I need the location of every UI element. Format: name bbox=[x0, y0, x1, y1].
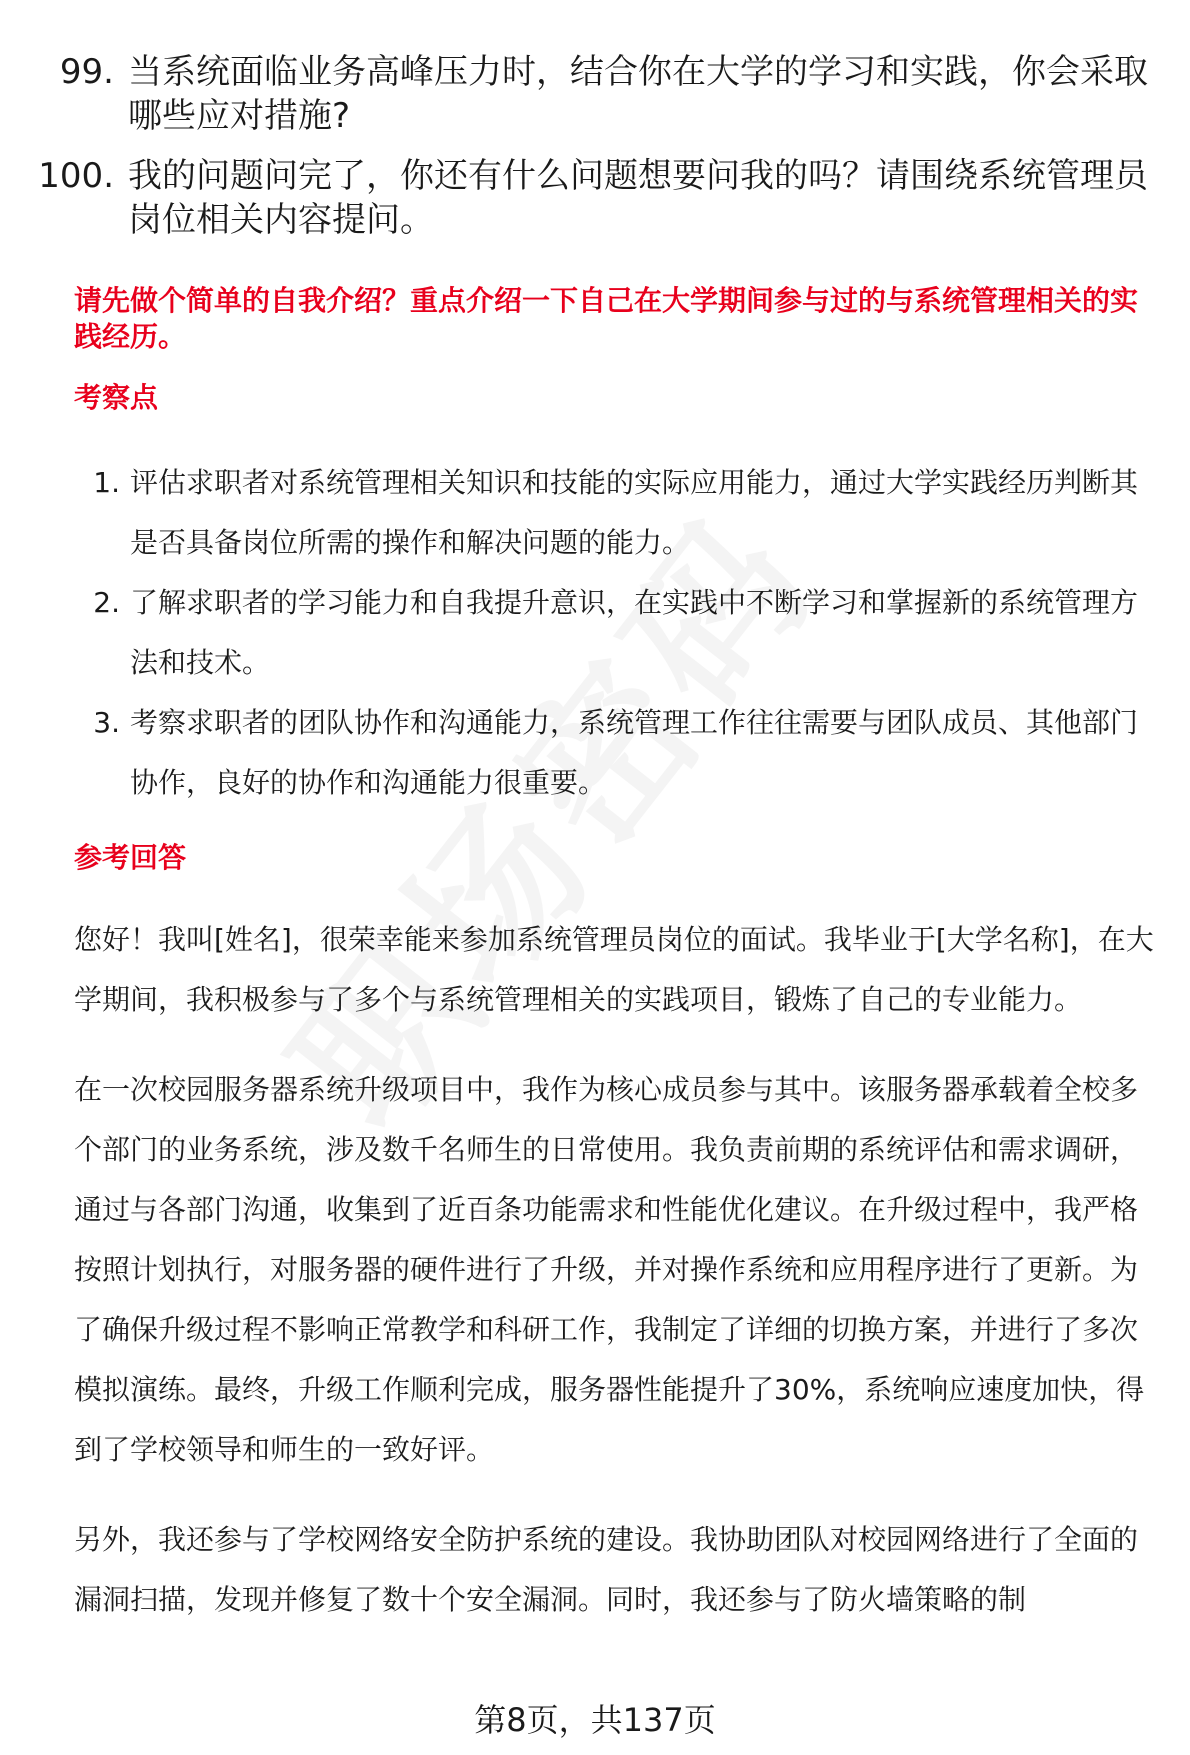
list-item bbox=[74, 453, 1164, 573]
answer-paragraph: 您好！我叫[姓名]，很荣幸能来参加系统管理员岗位的面试。我毕业于[大学名称]，在大学期间，我积极参与了多个与系统管理相关的实践项目，锻炼了自己的专业能力。 bbox=[74, 923, 1154, 1016]
answer-paragraph: 另外，我还参与了学校网络安全防护系统的建设。我协助团队对校园网络进行了全面的漏洞扫描，发现并修复了数十个安全漏洞。同时，我还参与了防火墙策略的制 bbox=[74, 1523, 1139, 1616]
question-item bbox=[0, 50, 1190, 138]
list-item-number: 1. bbox=[93, 466, 120, 499]
list-item-number: 2. bbox=[93, 586, 120, 619]
question-text: 当系统面临业务高峰压力时，结合你在大学的学习和实践，你会采取哪些应对措施? bbox=[128, 52, 1148, 136]
list-item-text: 评估求职者对系统管理相关知识和技能的实际应用能力，通过大学实践经历判断其是否具备岗位所需的操作和解决问题的能力。 bbox=[130, 466, 1139, 559]
section-question-heading: 请先做个简单的自我介绍？重点介绍一下自己在大学期间参与过的与系统管理相关的实践经历。 bbox=[74, 284, 1139, 353]
list-item-number: 3. bbox=[93, 706, 120, 739]
question-number: 99. bbox=[59, 52, 114, 92]
list-item bbox=[74, 693, 1164, 813]
page-footer: 第8页，共137页 bbox=[474, 1701, 716, 1739]
list-item-text: 了解求职者的学习能力和自我提升意识，在实践中不断学习和掌握新的系统管理方法和技术。 bbox=[130, 586, 1139, 679]
reference-answer-body bbox=[74, 910, 1164, 1660]
list-item-text: 考察求职者的团队协作和沟通能力，系统管理工作往往需要与团队成员、其他部门协作，良好的协作和沟通能力很重要。 bbox=[130, 706, 1139, 799]
answer-paragraph: 在一次校园服务器系统升级项目中，我作为核心成员参与其中。该服务器承载着全校多个部门的业务系统，涉及数千名师生的日常使用。我负责前期的系统评估和需求调研，通过与各部门沟通，收集到了近百条功能需求和性能优化建议。在升级过程中，我严格按照计划执行，对服务器的硬件进行了升级，并对操作系统和应用程序进行了更新。为了确保升级过程不影响正常教学和科研工作，我制定了详细的切换方案，并进行了多次模拟演练。最终，升级工作顺利完成，服务器性能提升了30%，系统响应速度加快，得到了学校领导和师生的一致好评。 bbox=[74, 1073, 1145, 1466]
list-item bbox=[74, 573, 1164, 693]
reference-answer-label: 参考回答 bbox=[74, 841, 187, 874]
assessment-points-list bbox=[74, 453, 1164, 813]
question-number: 100. bbox=[38, 156, 114, 196]
assessment-points-label: 考察点 bbox=[74, 381, 159, 414]
question-text: 我的问题问完了，你还有什么问题想要问我的吗？请围绕系统管理员岗位相关内容提问。 bbox=[128, 156, 1148, 240]
question-item bbox=[0, 154, 1190, 242]
question-list bbox=[0, 50, 1190, 258]
